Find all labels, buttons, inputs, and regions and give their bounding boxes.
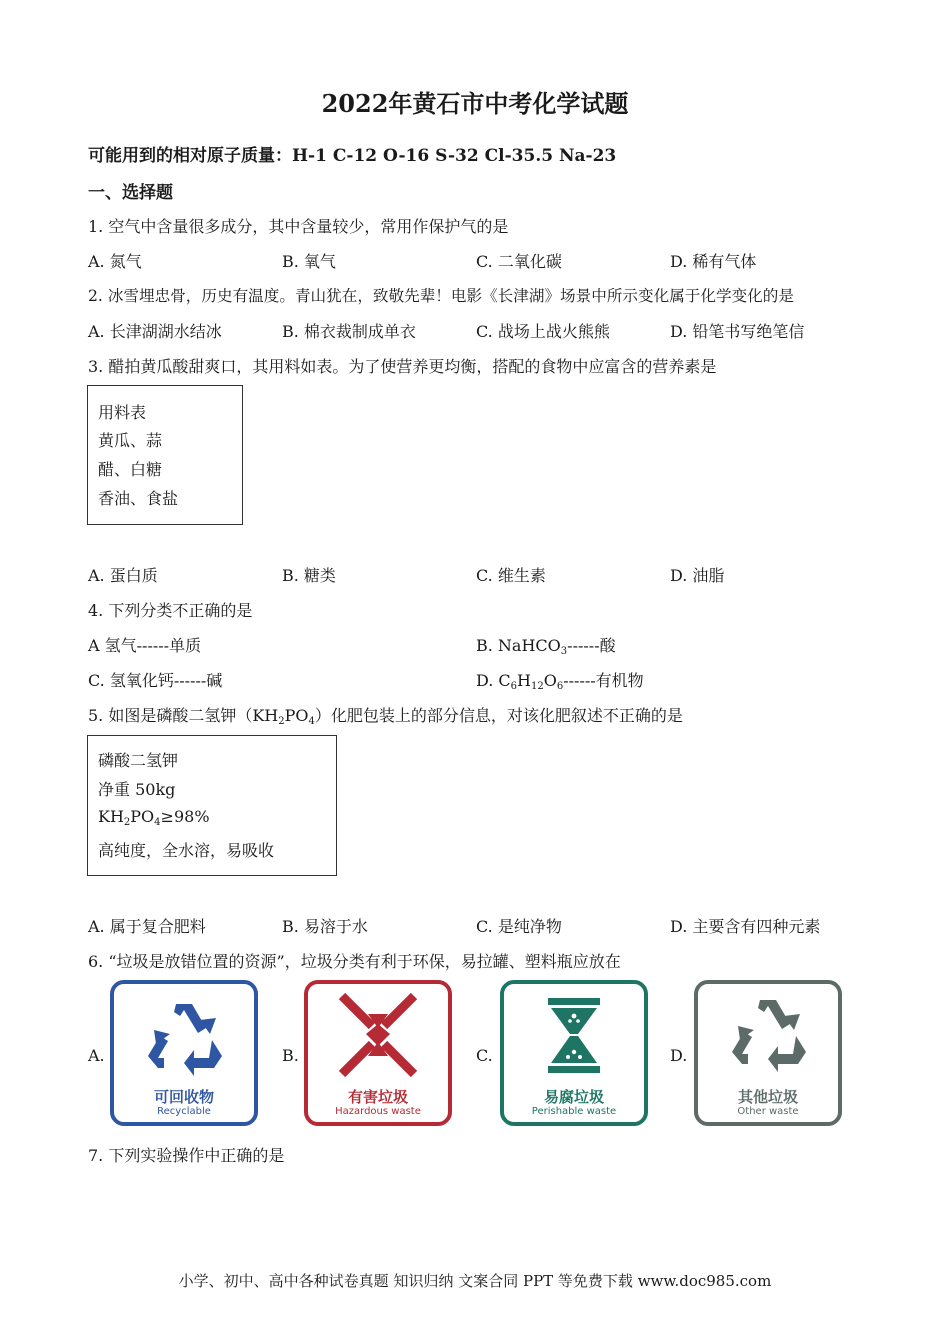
recycle-icon [114, 984, 254, 1084]
q5-option-b[interactable]: B. 易溶于水 [282, 917, 368, 936]
stem-text: ）化肥包装上的部分信息，对该化肥叙述不正确的是 [314, 706, 683, 725]
section-heading: 一、选择题 [88, 183, 173, 203]
formula-subscript: 2 [278, 716, 285, 727]
q1-option-d[interactable]: D. 稀有气体 [670, 252, 757, 271]
q5-option-c[interactable]: C. 是纯净物 [476, 917, 562, 936]
q2-option-b[interactable]: B. 棉衣裁制成单衣 [282, 322, 416, 341]
q2-option-d[interactable]: D. 铅笔书写绝笔信 [670, 322, 805, 341]
q1-option-b[interactable]: B. 氧气 [282, 252, 336, 271]
bin-label-en: Hazardous waste [335, 1106, 421, 1117]
formula-subscript: 6 [510, 681, 518, 692]
bin-label-zh: 易腐垃圾 [543, 1088, 604, 1106]
stem-text: 5. 如图是磷酸二氢钾（KH [88, 706, 279, 725]
recyclable-bin-sign[interactable] [110, 980, 258, 1126]
page-title: 2022年黄石市中考化学试题 [321, 89, 629, 118]
ingredient-line: 醋、白糖 [98, 460, 163, 479]
ingredient-line: 香油、食盐 [98, 489, 179, 508]
formula-subscript: 12 [531, 681, 544, 692]
bin-label-zh: 有害垃圾 [347, 1088, 408, 1106]
hazard-arrows-icon [308, 984, 448, 1084]
hazardous-bin-sign[interactable] [304, 980, 452, 1126]
bin-label-en: Other waste [737, 1106, 799, 1117]
bin-label-zh: 其他垃圾 [737, 1088, 798, 1106]
q3-stem: 3. 醋拍黄瓜酸甜爽口，其用料如表。为了使营养更均衡，搭配的食物中应富含的营养素是 [88, 357, 717, 376]
other-waste-bin-sign[interactable] [694, 980, 842, 1126]
formula-text: B. NaHCO [476, 636, 561, 655]
q5-stem [88, 703, 683, 727]
formula-text: ------酸 [567, 636, 616, 655]
q6-option-b-label[interactable]: B. [282, 1046, 299, 1065]
fertilizer-features: 高纯度，全水溶，易吸收 [98, 841, 275, 860]
page-footer[interactable]: 小学、初中、高中各种试卷真题 知识归纳 文案合同 PPT 等免费下载 www.doc985.com [178, 1272, 772, 1290]
q3-option-c[interactable]: C. 维生素 [476, 566, 546, 585]
formula-subscript: 4 [308, 716, 315, 727]
formula-text: H [517, 671, 531, 690]
q5-option-a[interactable]: A. 属于复合肥料 [88, 917, 206, 936]
ingredient-table [87, 385, 243, 525]
q4-option-a[interactable]: A 氢气------单质 [88, 636, 202, 655]
q3-option-d[interactable]: D. 油脂 [670, 566, 725, 585]
bin-label-zh: 可回收物 [153, 1088, 214, 1106]
formula-subscript: 6 [556, 681, 564, 692]
q1-stem: 1. 空气中含量很多成分，其中含量较少，常用作保护气的是 [88, 217, 509, 236]
ingredient-table-title: 用料表 [98, 403, 147, 422]
q1-option-a[interactable]: A. 氮气 [88, 252, 142, 271]
formula-text: PO [130, 807, 155, 826]
q4-stem: 4. 下列分类不正确的是 [88, 601, 253, 620]
formula-text: D. C [476, 671, 511, 690]
formula-subscript: 3 [560, 646, 568, 657]
recycle-icon [698, 984, 838, 1084]
q5-option-d[interactable]: D. 主要含有四种元素 [670, 917, 821, 936]
fertilizer-weight: 净重 50kg [98, 780, 176, 799]
fertilizer-purity [98, 807, 210, 828]
q3-option-b[interactable]: B. 糖类 [282, 566, 336, 585]
q2-option-c[interactable]: C. 战场上战火熊熊 [476, 322, 610, 341]
q2-stem: 2. 冰雪埋忠骨，历史有温度。青山犹在，致敬先辈！电影《长津湖》场景中所示变化属于化学变化的是 [88, 287, 794, 305]
formula-text: O [543, 671, 557, 690]
q2-option-a[interactable]: A. 长津湖湖水结冰 [88, 322, 222, 341]
q1-option-c[interactable]: C. 二氧化碳 [476, 252, 562, 271]
q7-stem: 7. 下列实验操作中正确的是 [88, 1146, 285, 1165]
perishable-bin-sign[interactable] [500, 980, 648, 1126]
q6-option-a-label[interactable]: A. [88, 1046, 105, 1065]
formula-text: ≥98% [160, 807, 210, 826]
q6-stem: 6. “垃圾是放错位置的资源”，垃圾分类有利于环保，易拉罐、塑料瓶应放在 [88, 952, 621, 971]
q4-option-d[interactable] [476, 668, 644, 692]
q6-option-d-label[interactable]: D. [670, 1046, 688, 1065]
hourglass-icon [504, 984, 644, 1084]
bin-label-en: Perishable waste [531, 1106, 617, 1117]
q4-option-b[interactable] [476, 633, 616, 657]
formula-text: ------有机物 [563, 671, 644, 690]
fertilizer-name: 磷酸二氢钾 [98, 751, 179, 770]
stem-text: PO [284, 706, 309, 725]
formula-text: KH [98, 807, 124, 826]
ingredient-line: 黄瓜、蒜 [98, 431, 163, 450]
q6-option-c-label[interactable]: C. [476, 1046, 493, 1065]
q4-option-c[interactable]: C. 氢氧化钙------碱 [88, 671, 223, 690]
fertilizer-label [87, 735, 337, 876]
formula-subscript: 2 [123, 817, 131, 828]
q3-option-a[interactable]: A. 蛋白质 [88, 566, 158, 585]
bin-label-en: Recyclable [157, 1106, 211, 1117]
atomic-mass-line: 可能用到的相对原子质量：H-1 C-12 O-16 S-32 Cl-35.5 Na-23 [88, 146, 617, 166]
formula-subscript: 4 [154, 817, 161, 828]
